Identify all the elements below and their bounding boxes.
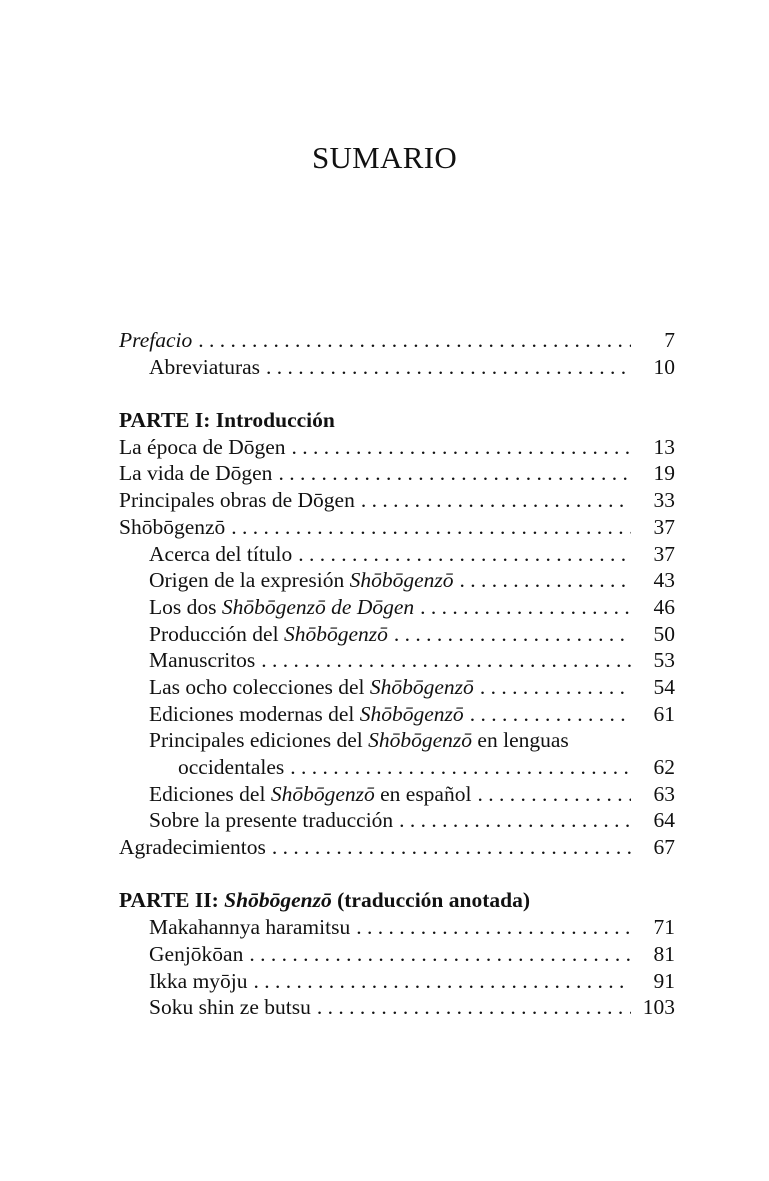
toc-entry-label: Genjōkōan <box>149 941 244 966</box>
toc-page-number: 91 <box>653 968 675 993</box>
dot-leader <box>292 434 631 461</box>
toc-page-number: 33 <box>653 488 675 513</box>
page-title: SUMARIO <box>311 140 458 175</box>
dot-leader <box>399 807 631 834</box>
toc-page-number: 37 <box>653 541 675 566</box>
dot-leader <box>254 968 631 995</box>
toc-page-number: 7 <box>664 328 675 352</box>
toc-entry-prefacio[interactable] <box>119 327 675 354</box>
toc-entry-label: Ikka myōju <box>149 968 248 993</box>
toc-entry-soku-shin[interactable] <box>119 994 675 1021</box>
toc-entry-label: Origen de la expresión Shōbōgenzō <box>149 568 454 593</box>
toc-entry-produccion[interactable] <box>119 621 675 648</box>
toc-entry-label: La vida de Dōgen <box>119 461 273 486</box>
toc-entry-label: Soku shin ze butsu <box>149 995 311 1020</box>
toc-entry-ocho-colecciones[interactable] <box>119 674 675 701</box>
dot-leader <box>480 674 631 701</box>
toc-page-number: 64 <box>653 808 675 833</box>
toc-entry-epoca[interactable] <box>119 434 675 461</box>
toc-entry-principales-ediciones-cont[interactable] <box>119 754 675 781</box>
toc-entry-label: Ediciones del Shōbōgenzō en español <box>149 781 472 806</box>
dot-leader <box>477 781 631 808</box>
toc-entry-agradecimientos[interactable] <box>119 834 675 861</box>
part-heading-2: PARTE II: Shōbōgenzō (traducción anotada) <box>119 888 530 913</box>
toc-page-number: 37 <box>653 514 675 539</box>
section-spacer <box>119 861 675 888</box>
dot-leader <box>470 701 631 728</box>
toc-entry-origen[interactable] <box>119 567 675 594</box>
toc-entry-label: Abreviaturas <box>149 354 261 379</box>
dot-leader <box>278 460 631 487</box>
dot-leader <box>361 487 631 514</box>
toc-page-number: 10 <box>653 354 675 379</box>
toc-entry-label: Prefacio <box>119 328 193 352</box>
toc-page-number: 81 <box>653 941 675 966</box>
toc-page-number: 53 <box>653 648 675 673</box>
toc-entry-label: Los dos Shōbōgenzō de Dōgen <box>149 594 415 619</box>
toc-entry-label: Makahannya haramitsu <box>149 915 351 940</box>
toc-entry-manuscritos[interactable] <box>119 647 675 674</box>
toc-entry-genjokoan[interactable] <box>119 941 675 968</box>
toc-entry-label: occidentales <box>178 755 285 779</box>
toc-entry-label: Sobre la presente traducción <box>149 808 394 833</box>
dot-leader <box>249 941 631 968</box>
dot-leader <box>266 354 631 381</box>
dot-leader <box>460 567 631 594</box>
toc-page-number: 19 <box>653 461 675 486</box>
toc-entry-label: Ediciones modernas del Shōbōgenzō <box>149 701 464 726</box>
toc-entry-ediciones-modernas[interactable] <box>119 701 675 728</box>
toc-entry-label: Producción del Shōbōgenzō <box>149 621 388 646</box>
dot-leader <box>231 514 631 541</box>
toc-page-number: 46 <box>653 594 675 619</box>
toc-page-number: 61 <box>653 701 675 726</box>
toc-page-number: 63 <box>653 781 675 806</box>
toc-page-number: 103 <box>642 995 675 1020</box>
table-of-contents <box>119 327 675 1021</box>
toc-entry-presente-traduccion[interactable] <box>119 807 675 834</box>
toc-page-number: 71 <box>653 915 675 940</box>
part-heading-1: PARTE I: Introducción <box>119 408 335 433</box>
toc-page-number: 50 <box>653 621 675 646</box>
toc-entry-makahannya[interactable] <box>119 914 675 941</box>
dot-leader <box>317 994 631 1021</box>
toc-page-number: 43 <box>653 568 675 593</box>
dot-leader <box>394 621 631 648</box>
toc-entry-obras[interactable] <box>119 487 675 514</box>
toc-entry-principales-ediciones[interactable] <box>119 727 675 754</box>
dot-leader <box>290 754 631 781</box>
toc-entry-ikka-myoju[interactable] <box>119 968 675 995</box>
dot-leader <box>198 327 631 354</box>
dot-leader <box>356 914 631 941</box>
section-spacer <box>119 380 675 407</box>
dot-leader <box>298 541 631 568</box>
toc-entry-titulo[interactable] <box>119 541 675 568</box>
toc-entry-label: Acerca del título <box>149 541 293 566</box>
toc-page-number: 54 <box>653 674 675 699</box>
dot-leader <box>261 647 631 674</box>
toc-entry-label: Principales ediciones del Shōbōgenzō en lenguas <box>149 728 569 753</box>
toc-page-number: 67 <box>653 835 675 860</box>
toc-entry-label: La época de Dōgen <box>119 434 286 459</box>
toc-entry-label: Las ocho colecciones del Shōbōgenzō <box>149 674 474 699</box>
toc-entry-label: Shōbōgenzō <box>119 514 226 539</box>
toc-page-number: 13 <box>653 434 675 459</box>
toc-entry-shobogenzo[interactable] <box>119 514 675 541</box>
toc-entry-ediciones-espanol[interactable] <box>119 781 675 808</box>
toc-entry-vida[interactable] <box>119 460 675 487</box>
toc-entry-label: Principales obras de Dōgen <box>119 488 355 513</box>
toc-entry-label: Agradecimientos <box>119 835 266 860</box>
toc-entry-label: Manuscritos <box>149 648 256 673</box>
toc-entry-abreviaturas[interactable] <box>119 354 675 381</box>
dot-leader <box>272 834 631 861</box>
toc-page-number: 62 <box>653 755 675 779</box>
dot-leader <box>420 594 631 621</box>
toc-entry-dos[interactable] <box>119 594 675 621</box>
